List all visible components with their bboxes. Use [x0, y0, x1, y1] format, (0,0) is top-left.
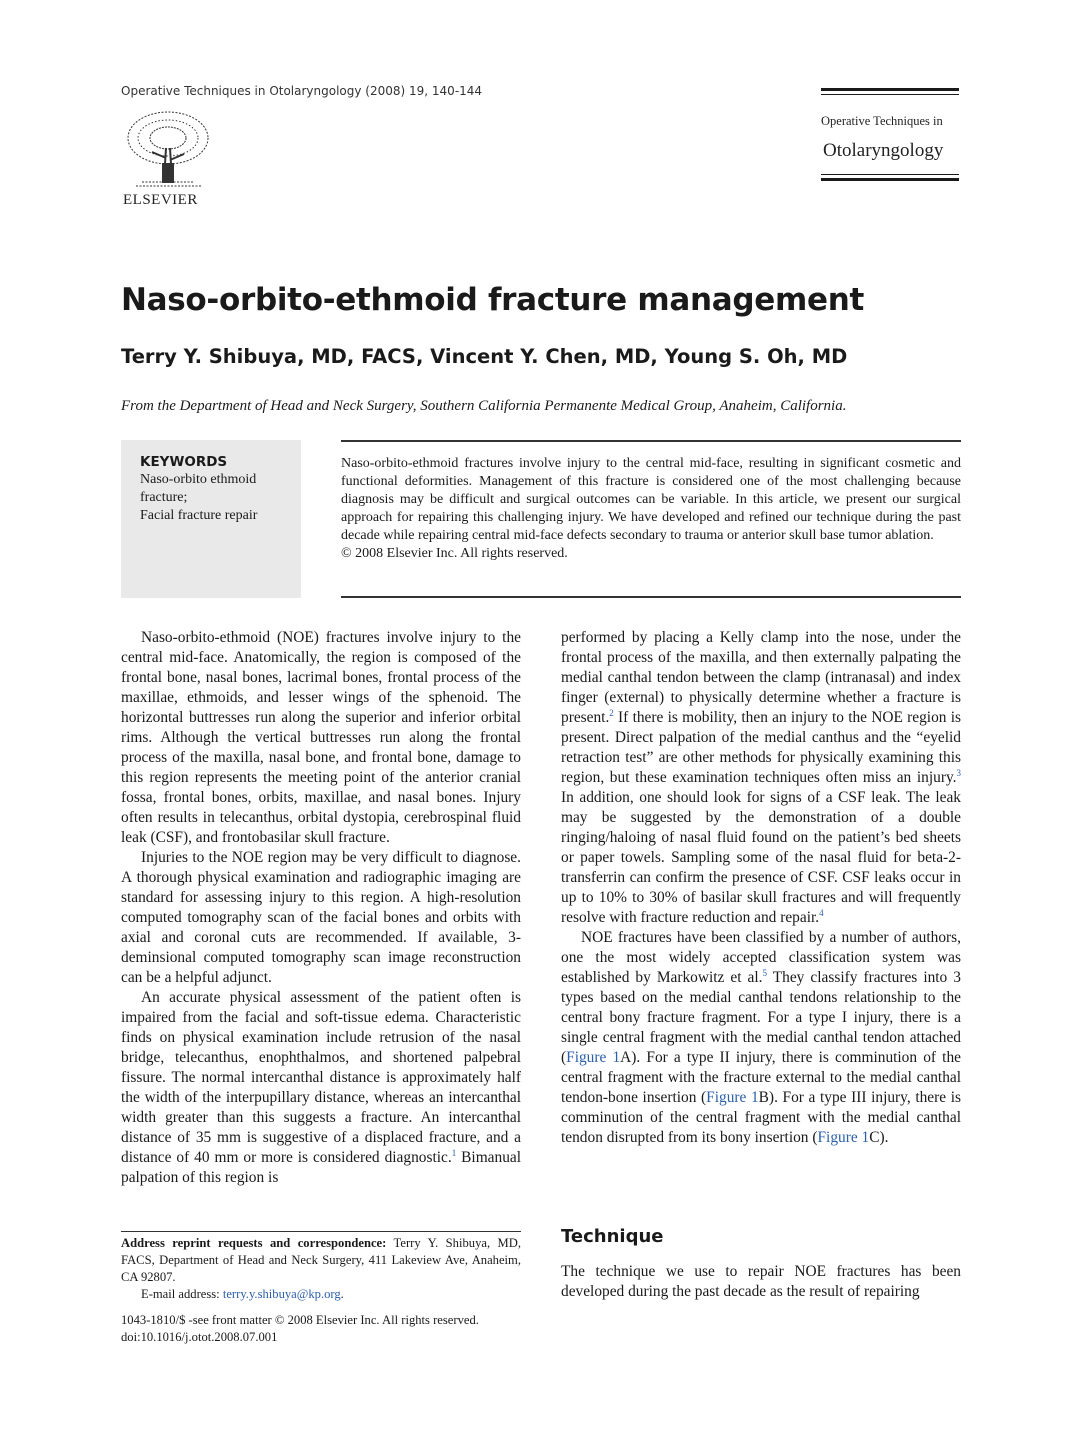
- doi-line: doi:10.1016/j.otot.2008.07.001: [121, 1330, 278, 1344]
- figure-link[interactable]: Figure 1: [706, 1089, 759, 1106]
- publisher-logo-text: ELSEVIER: [123, 192, 198, 208]
- section-heading-technique: Technique: [561, 1226, 664, 1247]
- citation-ref[interactable]: 4: [819, 907, 824, 918]
- masthead-rule-top: [821, 88, 959, 91]
- keyword-item: Naso-orbito ethmoid fracture;: [140, 472, 257, 505]
- text-run: performed by placing a Kelly clamp into the nose, under the frontal process of the maxilla, and then externally palpating the medial canthal tendon between the clamp (intranasal) and index finger (external) to physically determine whether a fracture is present.: [561, 629, 961, 726]
- body-paragraph: The technique we use to repair NOE fractures has been developed during the past decade as the result of repairing: [561, 1263, 961, 1300]
- abstract-rule-bottom: [341, 596, 961, 598]
- body-column-right: [561, 628, 961, 1148]
- correspondence-footnote: [121, 1235, 521, 1303]
- body-paragraph: Injuries to the NOE region may be very difficult to diagnose. A thorough physical examination and radiographic imaging are standard for assessing injury to this region. A high-resolution computed tomography scan of the facial bones and orbits with axial and coronal cuts are recommended. If available, 3-deminsional computed tomography scan image reconstruction can be a helpful adjunct.: [121, 849, 521, 986]
- footnote-label: Address reprint requests and correspondence:: [121, 1236, 387, 1250]
- body-column-right-continued: [561, 1262, 961, 1302]
- text-run: B). For a type III injury, there is comminution of the central fragment with the medial canthal tendon disrupted from its bony insertion (: [561, 1089, 961, 1146]
- masthead-top-text: Operative Techniques in: [821, 114, 943, 128]
- author-affiliation: From the Department of Head and Neck Surgery, Southern California Permanente Medical Group, Anaheim, California.: [121, 398, 847, 414]
- citation-ref[interactable]: 1: [451, 1147, 457, 1158]
- abstract-rule-top: [341, 440, 961, 442]
- keyword-item: Facial fracture repair: [140, 508, 258, 523]
- journal-citation: Operative Techniques in Otolaryngology (2008) 19, 140-144: [121, 84, 483, 98]
- abstract: [341, 455, 961, 563]
- issn-block: [121, 1312, 541, 1346]
- text-run: NOE fractures have been classified by a number of authors, one the most widely accepted classification system was established by Markowitz et al.: [561, 929, 961, 986]
- email-link[interactable]: terry.y.shibuya@kp.org: [222, 1287, 341, 1301]
- body-paragraph: [121, 988, 521, 1188]
- keywords-heading: KEYWORDS: [140, 454, 228, 470]
- issn-line: 1043-1810/$ -see front matter © 2008 Elsevier Inc. All rights reserved.: [121, 1313, 479, 1327]
- figure-link[interactable]: Figure 1: [566, 1049, 621, 1066]
- footnote-rule: [121, 1231, 521, 1232]
- email-end: .: [340, 1287, 344, 1301]
- body-column-left: [121, 628, 521, 1188]
- abstract-text: Naso-orbito-ethmoid fractures involve injury to the central mid-face, resulting in significant cosmetic and functional deformities. Management of this fracture is considered one of the most challenging because diagnosis may be difficult and surgical outcomes can be variable. In this article, we present our surgical approach for repairing this challenging injury. We have developed and refined our technique during the past decade while repairing central mid-face defects secondary to trauma or anterior skull base tumor ablation.: [341, 456, 961, 543]
- masthead-rule-bottom: [821, 178, 959, 181]
- keywords-list: [140, 471, 290, 525]
- citation-ref[interactable]: 5: [762, 967, 767, 978]
- text-run: If there is mobility, then an injury to the NOE region is present. Direct palpation of the medial canthus and the “eyelid retraction test” are other methods for physically examining this region, but these examination techniques often miss an injury.: [561, 709, 961, 786]
- masthead-title: Otolaryngology: [823, 140, 944, 161]
- masthead-rule-top-thin: [821, 94, 959, 95]
- email-label: E-mail address:: [141, 1287, 223, 1301]
- figure-link[interactable]: Figure 1: [817, 1129, 870, 1146]
- text-run: C).: [869, 1129, 889, 1146]
- body-paragraph: [561, 628, 961, 928]
- citation-ref[interactable]: 3: [956, 767, 961, 778]
- journal-masthead: [821, 88, 959, 183]
- text-run: They classify fractures into 3 types based on the medial canthal tendons relationship to the central bony fracture fragment. For a type I injury, there is a single central fragment with the medial canthal tendon attached (: [561, 969, 961, 1066]
- text-run: In addition, one should look for signs of a CSF leak. The leak may be suggested by the demonstration of a double ringing/haloing of nasal fluid found on the patient’s bed sheets or paper towels. Sampling some of the nasal fluid for beta-2-transferrin can confirm the presence of CSF. CSF leaks occur in up to 10% to 30% of basilar skull fractures and will frequently resolve with fracture reduction and repair.: [561, 789, 961, 926]
- abstract-copyright: © 2008 Elsevier Inc. All rights reserved.: [341, 546, 568, 561]
- text-run: A). For a type II injury, there is comminution of the central fragment with the fracture external to the medial canthal tendon-bone insertion (: [561, 1049, 961, 1106]
- body-paragraph: Naso-orbito-ethmoid (NOE) fractures involve injury to the central mid-face. Anatomically, the region is composed of the frontal bone, nasal bones, lacrimal bones, frontal process of the maxillae, ethmoids, and lesser wings of the sphenoid. The horizontal buttresses run along the superior and inferior orbital rims. Although the vertical buttresses run along the frontal process of the maxilla, nasal bone, and frontal bone, damage to this region represents the meeting point of the anterior cranial fossa, frontal bones, orbits, maxillae, and nasal bones. Injury often results in telecanthus, orbital dystopia, cerebrospinal fluid leak (CSF), and frontobasilar skull fracture.: [121, 629, 521, 846]
- masthead-rule-bottom-thin: [821, 174, 959, 175]
- footnote-text: Terry Y. Shibuya, MD, FACS, Department of Head and Neck Surgery, 411 Lakeview Ave, Anaheim, CA 92807.: [121, 1236, 521, 1284]
- article-title: Naso-orbito-ethmoid fracture management: [121, 282, 864, 318]
- keywords-box: [121, 440, 301, 598]
- article-authors: Terry Y. Shibuya, MD, FACS, Vincent Y. Chen, MD, Young S. Oh, MD: [121, 345, 848, 368]
- body-paragraph: [561, 928, 961, 1148]
- citation-ref[interactable]: 2: [609, 707, 614, 718]
- text-run: Bimanual palpation of this region is: [121, 1149, 521, 1186]
- text-run: An accurate physical assessment of the patient often is impaired from the facial and soft-tissue edema. Characteristic finds on physical examination include retrusion of the nasal bridge, telecanthus, enophthalmos, and shortened palpebral fissure. The normal intercanthal distance is approximately half the width of the interpupillary distance, whereas an intercanthal width greater than this suggests a fracture. An intercanthal distance of 35 mm is suggestive of a displaced fracture, and a distance of 40 mm or more is considered diagnostic.: [121, 989, 521, 1166]
